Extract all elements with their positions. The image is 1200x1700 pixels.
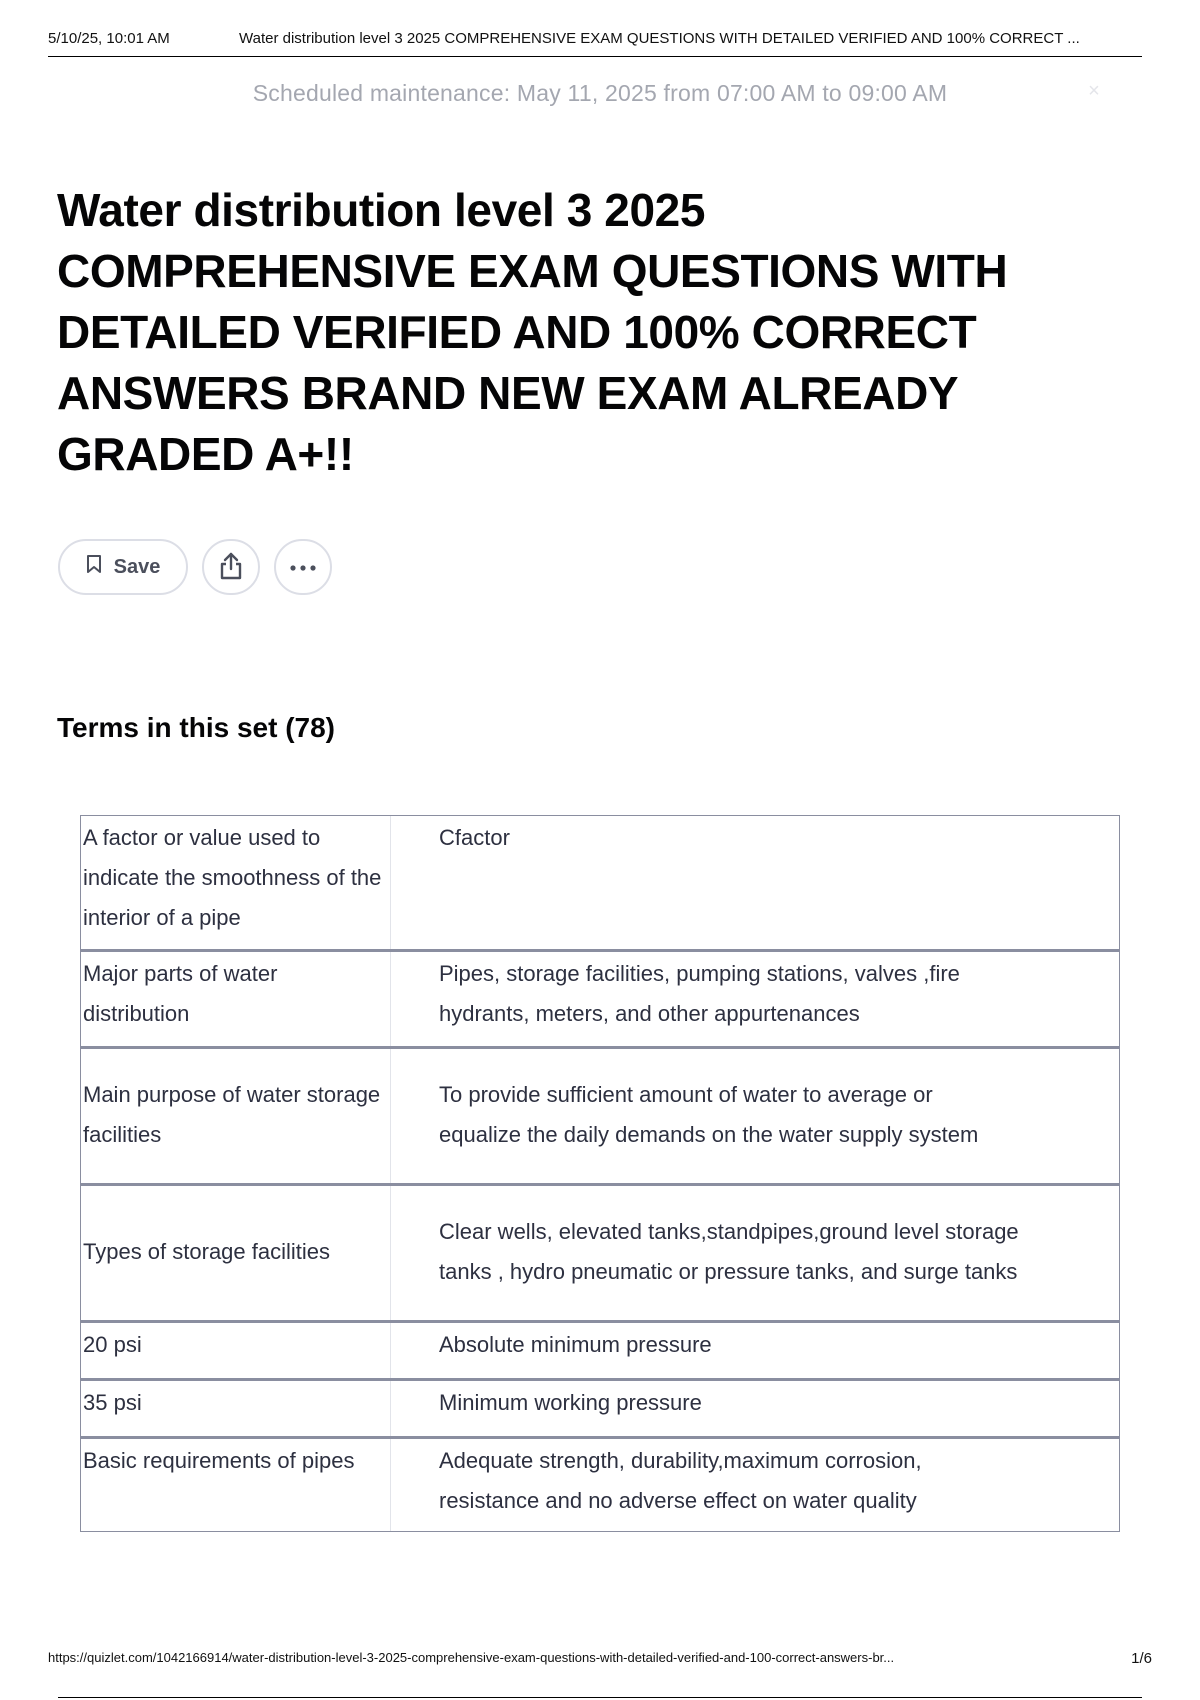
definition-text: Pipes, storage facilities, pumping stations, valves ,fire hydrants, meters, and other appurtenances bbox=[439, 961, 960, 1026]
term-text: A factor or value used to indicate the smoothness of the interior of a pipe bbox=[81, 816, 391, 949]
print-document-title: Water distribution level 3 2025 COMPREHENSIVE EXAM QUESTIONS WITH DETAILED VERIFIED AND 100% CORRECT ... bbox=[239, 30, 1080, 47]
term-row bbox=[81, 1378, 1119, 1436]
save-button[interactable] bbox=[58, 539, 188, 595]
term-text: 20 psi bbox=[81, 1323, 391, 1378]
share-icon bbox=[218, 551, 244, 584]
page-title: Water distribution level 3 2025 COMPREHENSIVE EXAM QUESTIONS WITH DETAILED VERIFIED AND 100% CORRECT ANSWERS BRAND NEW EXAM ALREADY GRADED A+!! bbox=[57, 184, 1008, 480]
definition-text: To provide sufficient amount of water to average or equalize the daily demands on the water supply system bbox=[439, 1082, 979, 1147]
more-options-button[interactable] bbox=[274, 539, 332, 595]
print-date: 5/10/25, 10:01 AM bbox=[48, 30, 170, 47]
footer-divider bbox=[58, 1697, 1142, 1698]
definition-text: Clear wells, elevated tanks,standpipes,ground level storage tanks , hydro pneumatic or pressure tanks, and surge tanks bbox=[439, 1219, 1019, 1284]
term-row bbox=[81, 816, 1119, 949]
definition-text: Adequate strength, durability,maximum corrosion, resistance and no adverse effect on water quality bbox=[439, 1448, 922, 1513]
set-actions bbox=[58, 538, 332, 596]
terms-table bbox=[80, 815, 1120, 1532]
close-icon[interactable]: × bbox=[1088, 80, 1100, 102]
save-label: Save bbox=[113, 555, 161, 578]
share-button[interactable] bbox=[202, 539, 260, 595]
page-number: 1/6 bbox=[1131, 1650, 1152, 1667]
page-url: https://quizlet.com/1042166914/water-distribution-level-3-2025-comprehensive-exam-questions-with-detailed-verified-and-100-correct-answers-br... bbox=[48, 1650, 895, 1665]
more-options-icon bbox=[289, 560, 317, 575]
terms-heading: Terms in this set (78) bbox=[57, 712, 336, 743]
term-row bbox=[81, 1320, 1119, 1378]
bookmark-icon bbox=[86, 554, 102, 580]
term-row bbox=[81, 1183, 1119, 1320]
term-text: 35 psi bbox=[81, 1381, 391, 1436]
print-header bbox=[48, 28, 1142, 57]
term-row bbox=[81, 1046, 1119, 1183]
term-text: Basic requirements of pipes bbox=[81, 1439, 391, 1531]
definition-text: Minimum working pressure bbox=[439, 1390, 702, 1415]
definition-text: Absolute minimum pressure bbox=[439, 1332, 712, 1357]
maintenance-banner bbox=[0, 80, 1200, 107]
term-row bbox=[81, 949, 1119, 1046]
term-row bbox=[81, 1436, 1119, 1531]
term-text: Major parts of water distribution bbox=[81, 952, 391, 1046]
definition-text: Cfactor bbox=[439, 825, 510, 850]
term-text: Main purpose of water storage facilities bbox=[81, 1049, 391, 1183]
term-text: Types of storage facilities bbox=[81, 1186, 391, 1320]
maintenance-text: Scheduled maintenance: May 11, 2025 from 07:00 AM to 09:00 AM bbox=[252, 80, 948, 106]
